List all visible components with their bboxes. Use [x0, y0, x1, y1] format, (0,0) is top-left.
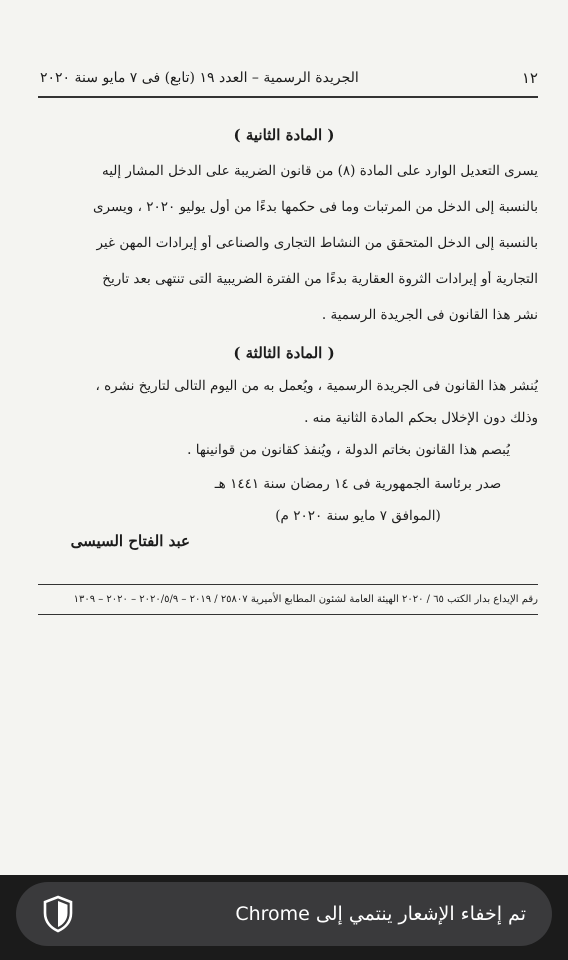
article-3-body: [34, 378, 538, 438]
header-divider: [38, 96, 538, 98]
article-2-line: يسرى التعديل الوارد على المادة (٨) من قانون الضريبة على الدخل المشار إليه: [101, 163, 538, 179]
article-2-heading: ( المادة الثانية ): [233, 126, 335, 144]
signature: عبد الفتاح السيسى: [70, 532, 190, 550]
closing-block: [34, 442, 538, 532]
article-2-line: بالنسبة إلى الدخل المتحقق من النشاط التجارى والصناعى أو إيرادات المهن غير: [96, 235, 538, 251]
footer-divider-bottom: [38, 614, 538, 615]
article-3-line: يُنشر هذا القانون فى الجريدة الرسمية ، ويُعمل به من اليوم التالى لتاريخ نشره ،: [95, 378, 538, 394]
article-2-line: التجارية أو إيرادات الثروة العقارية بدءًا من الفترة الضريبية التى تنتهى بعد تاريخ: [102, 271, 538, 287]
gazette-title: الجريدة الرسمية – العدد ١٩ (تابع) فى ٧ مايو سنة ٢٠٢٠: [40, 70, 359, 86]
article-2-body: [34, 163, 538, 343]
page-number: ١٢: [521, 69, 538, 87]
shield-icon: [42, 895, 74, 933]
deposit-footer: رقم الإيداع بدار الكتب ٦٥ / ٢٠٢٠ الهيئة العامة لشئون المطابع الأميرية ٢٥٨٠٧ / ٢٠١٩ – ٢٠٢٠/٥/٩ – ٢٠٢٠ – ١٣٠٩: [73, 594, 538, 605]
article-2-line: بالنسبة إلى الدخل من المرتبات وما فى حكمها بدءًا من أول يوليو ٢٠٢٠ ، ويسرى: [92, 199, 538, 215]
notification-toast[interactable]: [16, 882, 552, 946]
issued-date: صدر برئاسة الجمهورية فى ١٤ رمضان سنة ١٤٤١ هـ: [214, 476, 502, 492]
corresponding-date: (الموافق ٧ مايو سنة ٢٠٢٠ م): [275, 508, 441, 524]
article-3-line: وذلك دون الإخلال بحكم المادة الثانية منه .: [304, 410, 538, 426]
article-3-heading: ( المادة الثالثة ): [233, 344, 335, 362]
seal-statement: يُبصم هذا القانون بخاتم الدولة ، ويُنفذ كقانون من قوانينها .: [187, 442, 510, 458]
article-2-line: نشر هذا القانون فى الجريدة الرسمية .: [321, 307, 538, 323]
toast-message: تم إخفاء الإشعار ينتمي إلى Chrome: [235, 903, 526, 925]
footer-divider: [38, 584, 538, 585]
page-header: [40, 64, 538, 92]
